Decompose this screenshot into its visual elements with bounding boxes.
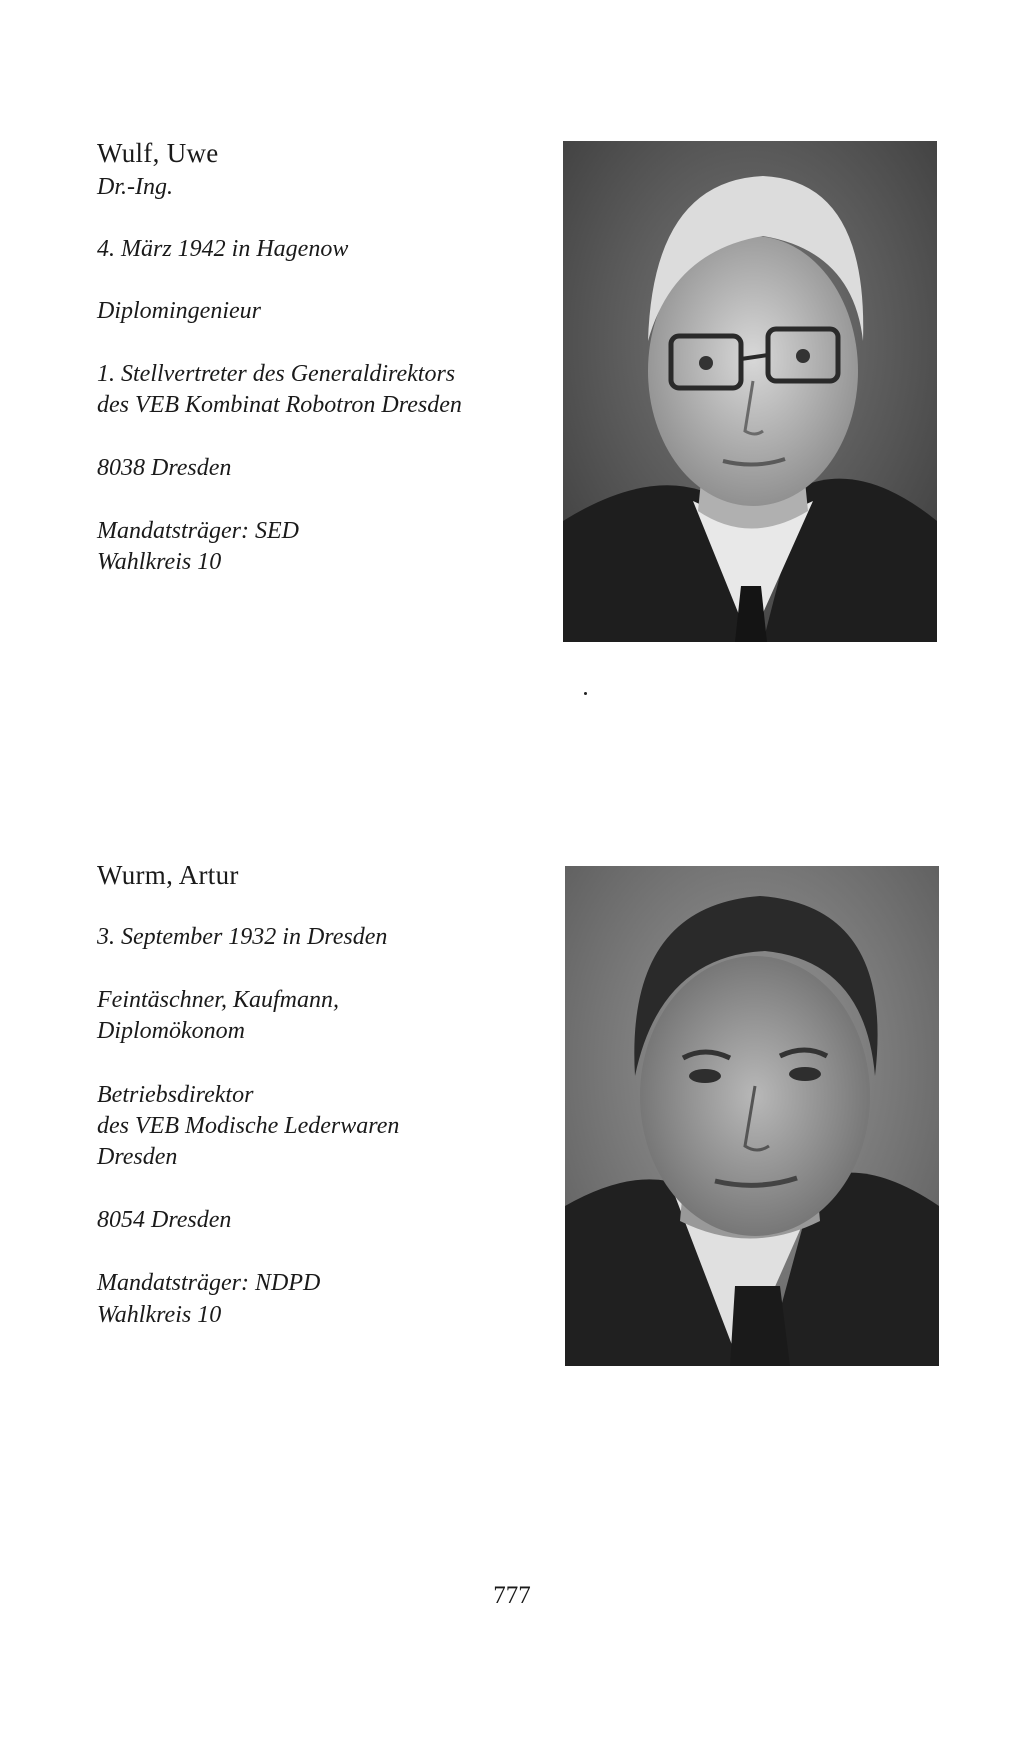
birth-info: 4. März 1942 in Hagenow [97,236,349,262]
constituency: Wahlkreis 10 [97,1302,222,1328]
title: Dr.-Ing. [97,174,173,200]
page-number: 777 [493,1582,531,1609]
portrait-photo [563,141,937,642]
birth-info: 3. September 1932 in Dresden [97,924,388,950]
position-line-2: des VEB Modische Lederwaren [97,1113,400,1139]
profession-line-2: Diplomökonom [97,1018,245,1044]
residence: 8054 Dresden [97,1207,232,1233]
mandate: Mandatsträger: SED [97,518,299,544]
person-name: Wurm, Artur [97,860,239,890]
residence: 8038 Dresden [97,455,232,481]
profession-line-1: Feintäschner, Kaufmann, [97,987,339,1013]
position-line-1: 1. Stellvertreter des Generaldirektors [97,361,456,387]
position-line-3: Dresden [97,1144,178,1170]
portrait-photo [565,866,939,1366]
print-speck [584,692,587,695]
person-name: Wulf, Uwe [97,138,219,168]
profession: Diplomingenieur [97,298,261,324]
position-line-1: Betriebsdirektor [97,1082,254,1108]
constituency: Wahlkreis 10 [97,549,222,575]
position-line-2: des VEB Kombinat Robotron Dresden [97,392,462,418]
mandate: Mandatsträger: NDPD [97,1270,321,1296]
